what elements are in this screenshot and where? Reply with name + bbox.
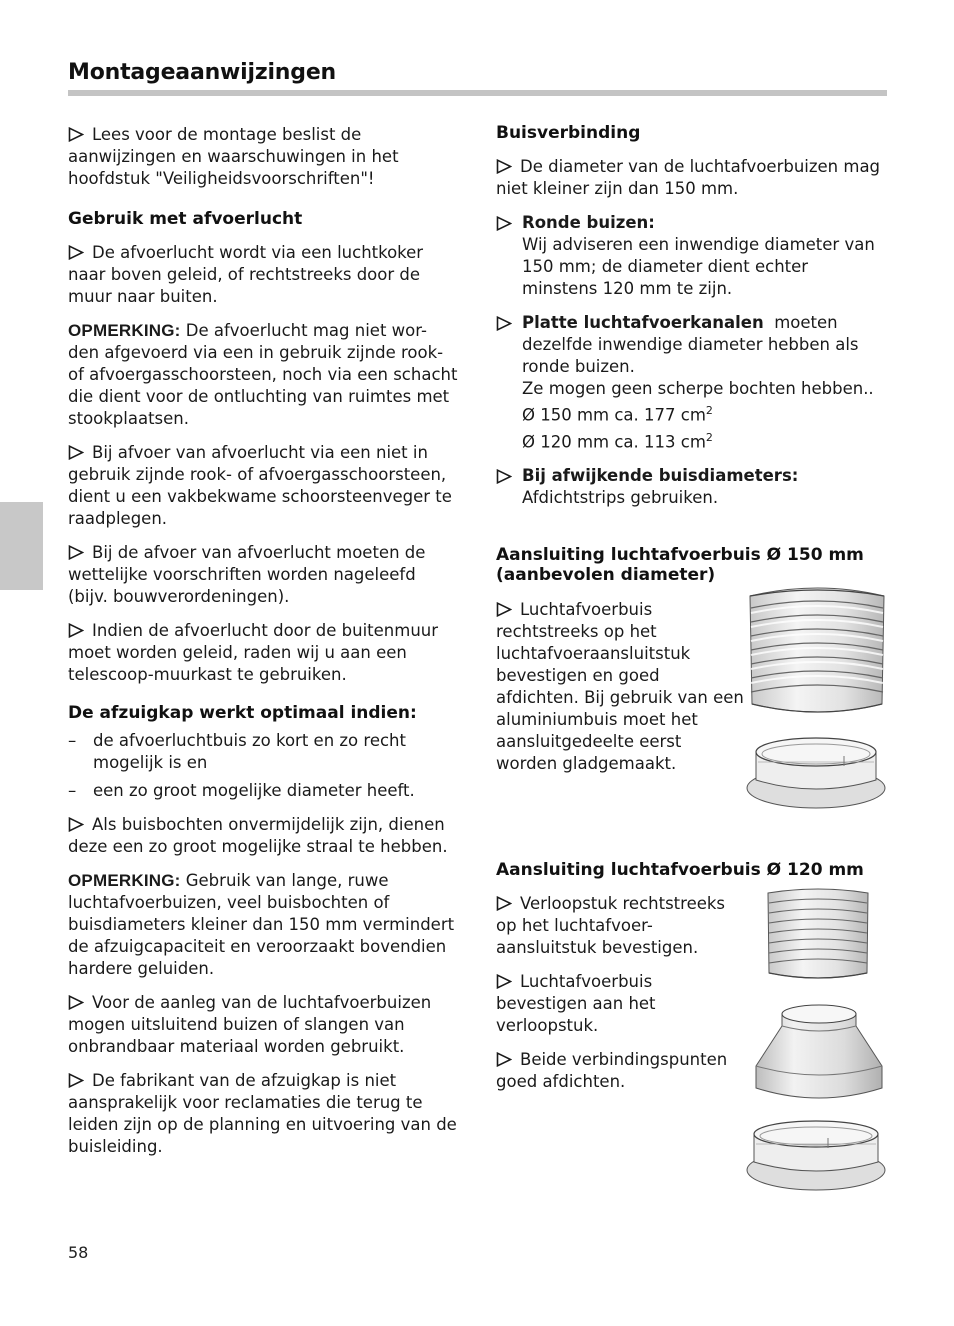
triangle-right-outline-icon: [68, 995, 84, 1010]
note-2: [68, 870, 458, 980]
p-120c-text: Beide verbindingspunten goed afdichten.: [496, 1050, 728, 1091]
superscript: 2: [705, 404, 713, 417]
flexible-hose-120-illustration: [766, 885, 870, 985]
diameter-text: De diameter van de luchtafvoerbuizen mag niet kleiner zijn dan 150 mm.: [496, 157, 881, 198]
side-tab-marker: [0, 502, 43, 590]
reducer-piece-illustration: [752, 1002, 886, 1108]
flat-ducts-d150: [522, 400, 888, 427]
bends-paragraph: [68, 814, 458, 858]
right-column: [496, 122, 888, 521]
material-text: Voor de aanleg van de luchtafvoerbuizen mogen uitsluitend buizen of slangen van onbrandbaar materiaal worden gebruikt.: [68, 993, 432, 1056]
triangle-right-outline-icon: [496, 159, 512, 174]
triangle-right-outline-icon: [68, 545, 84, 560]
triangle-right-outline-icon: [496, 1052, 512, 1067]
chimney-text: Bij afvoer van afvoerlucht via een niet in gebruik zijnde rook- of afvoergasschoorsteen, dient u een vakbekwame schoorsteenveger te raadplegen.: [68, 443, 452, 528]
liability-paragraph: [68, 1070, 458, 1158]
flat-ducts-text-2: Ze mogen geen scherpe bochten hebben..: [522, 379, 874, 398]
heading-150mm: Aansluiting luchtafvoerbuis Ø 150 mm (aanbevolen diameter): [496, 545, 864, 585]
flat-ducts-label: Platte luchtafvoerkanalen: [522, 313, 764, 332]
triangle-right-outline-icon: [68, 245, 84, 260]
left-column: [68, 124, 458, 1170]
flexible-hose-150-illustration: [748, 580, 888, 722]
p-120a: [496, 893, 736, 959]
triangle-right-outline-icon: [496, 316, 512, 331]
triangle-right-outline-icon: [496, 216, 512, 231]
p-120b: [496, 971, 736, 1037]
section-120mm-text: [496, 893, 736, 1105]
triangle-right-outline-icon: [496, 469, 512, 484]
intro-text: Lees voor de montage beslist de aanwijzingen en waarschuwingen in het hoofdstuk "Veiligheidsvoorschriften"!: [68, 125, 399, 188]
note-2-label: OPMERKING:: [68, 871, 181, 890]
triangle-right-outline-icon: [496, 896, 512, 911]
triangle-right-outline-icon: [68, 623, 84, 638]
d150-text: Ø 150 mm ca. 177 cm: [522, 405, 706, 425]
triangle-right-outline-icon: [496, 602, 512, 617]
dash-bullet: –: [68, 731, 77, 750]
wall-paragraph: [68, 620, 458, 686]
p-120b-text: Luchtafvoerbuis bevestigen aan het verloopstuk.: [496, 972, 656, 1035]
flat-ducts-text-1: moeten dezelfde inwendige diameter hebben als ronde buizen.: [522, 313, 859, 376]
deviating-text: Afdichtstrips gebruiken.: [522, 488, 719, 507]
legal-paragraph: [68, 542, 458, 608]
p-120a-text: Verloopstuk rechtstreeks op het luchtafvoer-aansluitstuk bevestigen.: [496, 894, 726, 957]
p-150-text: Luchtafvoerbuis rechtstreeks op het luchtafvoeraansluitstuk bevestigen en goed afdichten. Bij gebruik van een aluminiumbuis moet het aansluitgedeelte eerst worden gladgemaakt.: [496, 600, 744, 773]
round-pipes-label: Ronde buizen:: [522, 213, 655, 232]
intro-paragraph: [68, 124, 458, 190]
heading-120mm: Aansluiting luchtafvoerbuis Ø 120 mm: [496, 860, 864, 880]
flat-ducts-item: [496, 312, 888, 453]
flat-ducts-d120: [522, 427, 888, 454]
d120-text: Ø 120 mm ca. 113 cm: [522, 432, 706, 451]
heading-exhaust: Gebruik met afvoerlucht: [68, 209, 303, 229]
exhaust-paragraph: [68, 242, 458, 308]
heading-pipe-connection: Buisverbinding: [496, 123, 641, 143]
triangle-right-outline-icon: [68, 817, 84, 832]
list-item-text: een zo groot mogelijke diameter heeft.: [93, 781, 415, 800]
page-number: 58: [68, 1243, 89, 1262]
triangle-right-outline-icon: [68, 127, 84, 142]
round-pipes-item: [496, 212, 888, 300]
chimney-paragraph: [68, 442, 458, 530]
triangle-right-outline-icon: [68, 445, 84, 460]
material-paragraph: [68, 992, 458, 1058]
list-item: [68, 730, 458, 774]
dash-bullet: –: [68, 781, 77, 800]
connector-ring-150-illustration: [744, 732, 888, 812]
section-150mm-text: [496, 599, 744, 775]
heading-optimal: De afzuigkap werkt optimaal indien:: [68, 703, 417, 723]
p-120c: [496, 1049, 736, 1093]
note-1: [68, 320, 458, 430]
deviating-diameters-item: [496, 465, 888, 509]
legal-text: Bij de afvoer van afvoerlucht moeten de wettelijke voorschriften worden nageleefd (bijv. bouwverordeningen).: [68, 543, 426, 606]
deviating-label: Bij afwijkende buisdiameters:: [522, 466, 799, 485]
wall-text: Indien de afvoerlucht door de buitenmuur moet worden geleid, raden wij u aan een telescoop-muurkast te gebruiken.: [68, 621, 439, 684]
superscript: 2: [705, 430, 713, 444]
note-1-label: OPMERKING:: [68, 321, 181, 340]
bends-text: Als buisbochten onvermijdelijk zijn, dienen deze een zo groot mogelijke straal te hebben.: [68, 815, 448, 856]
triangle-right-outline-icon: [496, 974, 512, 989]
connector-ring-120-illustration: [744, 1116, 888, 1194]
exhaust-text: De afvoerlucht wordt via een luchtkoker naar boven geleid, of rechtstreeks door de muur naar buiten.: [68, 243, 424, 306]
list-item-text: de afvoerluchtbuis zo kort en zo recht mogelijk is en: [93, 731, 406, 772]
liability-text: De fabrikant van de afzuigkap is niet aansprakelijk voor reclamaties die terug te leiden zijn op de planning en uitvoering van de buisleiding.: [68, 1071, 457, 1156]
note-2-text: Gebruik van lange, ruwe luchtafvoerbuizen, veel buisbochten of buisdiameters kleiner dan 150 mm vermindert de afzuigcapaciteit en veroorzaakt bovendien hardere geluiden.: [68, 871, 455, 978]
triangle-right-outline-icon: [68, 1073, 84, 1088]
note-1-text: De afvoerlucht mag niet wor-den afgevoerd via een in gebruik zijnde rook- of afvoergasschoorsteen, noch via een schacht die dient voor de ontluchting van ruimtes met stookplaatsen.: [68, 321, 458, 428]
diameter-paragraph: [496, 156, 888, 200]
title-rule: [68, 90, 887, 96]
page-title: Montageaanwijzingen: [68, 60, 336, 85]
round-pipes-text: Wij adviseren een inwendige diameter van 150 mm; de diameter dient echter minstens 120 mm te zijn.: [522, 235, 875, 298]
list-item: [68, 780, 458, 802]
